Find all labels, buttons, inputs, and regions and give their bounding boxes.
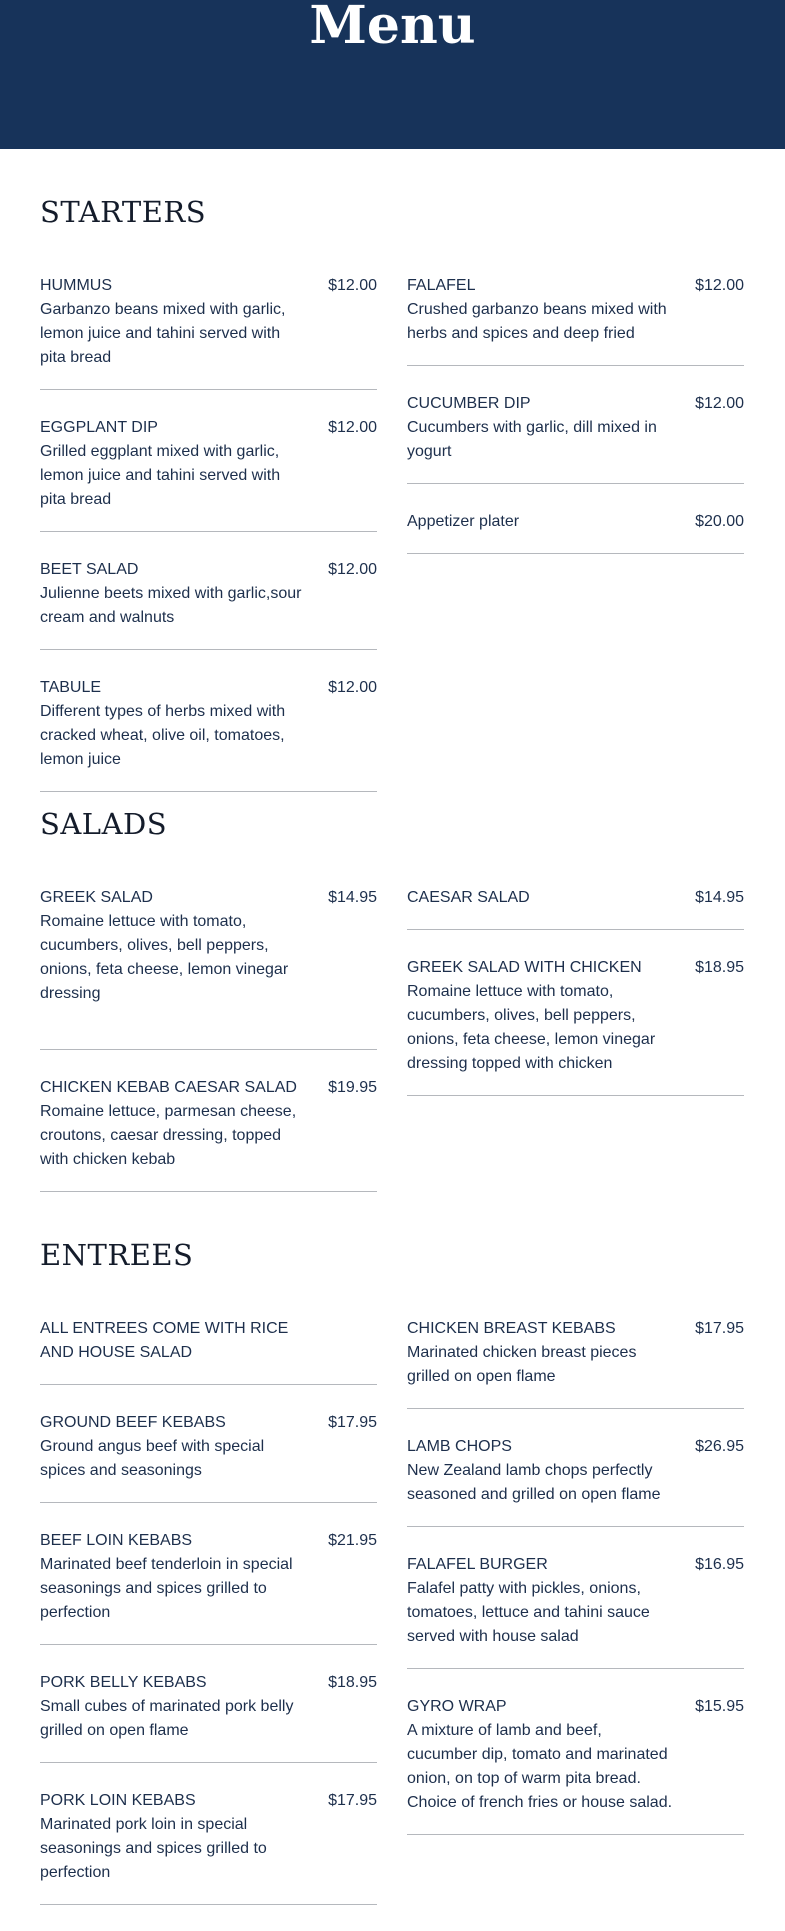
menu-item-price: $12.00 (695, 395, 744, 412)
menu-item (40, 1317, 377, 1385)
menu-item-description: Marinated beef tenderloin in special seasonings and spices grilled to perfection (40, 1556, 293, 1621)
menu-item (40, 1076, 377, 1192)
menu-item-name: PORK LOIN KEBABS (40, 1792, 196, 1809)
menu-item-name: TABULE (40, 679, 102, 696)
menu-item (40, 886, 377, 1050)
menu-item (40, 416, 377, 532)
menu-item-description: A mixture of lamb and beef, cucumber dip, tomato and marinated onion, on top of warm pita bread. Choice of french fries or house salad. (407, 1722, 673, 1811)
section-title: SALADS (40, 807, 168, 841)
menu-item-price: $19.95 (328, 1079, 377, 1096)
menu-item-name: CHICKEN KEBAB CAESAR SALAD (40, 1079, 297, 1096)
menu-item (407, 1435, 744, 1527)
menu-item-name: Appetizer plater (407, 513, 520, 530)
menu-item-description: Romaine lettuce with tomato, cucumbers, olives, bell peppers, onions, feta cheese, lemon vinegar dressing (40, 913, 289, 1002)
menu-item-name: CAESAR SALAD (407, 889, 530, 906)
menu-item-description: Different types of herbs mixed with cracked wheat, olive oil, tomatoes, lemon juice (40, 703, 286, 768)
menu-item-name: GYRO WRAP (407, 1698, 507, 1715)
menu-item (40, 676, 377, 792)
menu-item-name: FALAFEL (407, 277, 476, 294)
menu-item (407, 274, 744, 366)
menu-item-description: New Zealand lamb chops perfectly seasoned and grilled on open flame (407, 1462, 661, 1503)
menu-item-price: $12.00 (328, 419, 377, 436)
menu-item (407, 510, 744, 554)
menu-item-description: Romaine lettuce, parmesan cheese, croutons, caesar dressing, topped with chicken kebab (40, 1103, 297, 1168)
menu-header (0, 0, 785, 149)
menu-item-name: GROUND BEEF KEBABS (40, 1414, 226, 1431)
menu-item-price: $16.95 (695, 1556, 744, 1573)
menu-item-price: $14.95 (328, 889, 377, 906)
starters-right-column (407, 274, 744, 580)
menu-item-name: EGGPLANT DIP (40, 419, 158, 436)
menu-item-description: Grilled eggplant mixed with garlic, lemon juice and tahini served with pita bread (40, 443, 281, 508)
menu-item-description: Garbanzo beans mixed with garlic, lemon juice and tahini served with pita bread (40, 301, 286, 366)
menu-item-price: $17.95 (328, 1414, 377, 1431)
section-entrees (40, 1237, 745, 1881)
menu-item-name: GREEK SALAD (40, 889, 153, 906)
menu-item-price: $12.00 (328, 679, 377, 696)
menu-item-price: $12.00 (695, 277, 744, 294)
menu-item (40, 1529, 377, 1645)
menu-item-description: Romaine lettuce with tomato, cucumbers, olives, bell peppers, onions, feta cheese, lemon vinegar dressing topped with chicken (407, 983, 656, 1072)
menu-item-price: $12.00 (328, 277, 377, 294)
menu-item-price: $18.95 (328, 1674, 377, 1691)
page-title: Menu (309, 0, 476, 56)
menu-item (40, 1411, 377, 1503)
menu-item-price: $21.95 (328, 1532, 377, 1549)
menu-item-price: $18.95 (695, 959, 744, 976)
menu-item-description: Ground angus beef with special spices and seasonings (40, 1438, 265, 1479)
menu-item-price: $12.00 (328, 561, 377, 578)
menu-item-name: ALL ENTREES COME WITH RICE AND HOUSE SALAD (40, 1320, 289, 1361)
menu-item (407, 392, 744, 484)
menu-item-price: $17.95 (695, 1320, 744, 1337)
menu-item (40, 1789, 377, 1905)
menu-item-name: CHICKEN BREAST KEBABS (407, 1320, 616, 1337)
salads-left-column (40, 886, 377, 1218)
menu-item-description: Crushed garbanzo beans mixed with herbs and spices and deep fried (407, 301, 667, 342)
menu-item-price: $15.95 (695, 1698, 744, 1715)
menu-item-description: Julienne beets mixed with garlic,sour cream and walnuts (40, 585, 302, 626)
menu-item-description: Small cubes of marinated pork belly grilled on open flame (40, 1698, 294, 1739)
menu-item (407, 886, 744, 930)
entrees-right-column (407, 1317, 744, 1861)
menu-item-name: GREEK SALAD WITH CHICKEN (407, 959, 642, 976)
salads-right-column (407, 886, 744, 1122)
menu-item (40, 1671, 377, 1763)
entrees-left-column (40, 1317, 377, 1931)
menu-item-description: Cucumbers with garlic, dill mixed in yogurt (407, 419, 657, 460)
section-starters (40, 194, 745, 768)
menu-item-price: $26.95 (695, 1438, 744, 1455)
menu-item-price: $14.95 (695, 889, 744, 906)
menu-item-name: HUMMUS (40, 277, 112, 294)
section-salads (40, 806, 745, 1168)
section-title: ENTREES (40, 1238, 194, 1272)
menu-item-description: Falafel patty with pickles, onions, tomatoes, lettuce and tahini sauce served with house salad (407, 1580, 650, 1645)
menu-item-price: $20.00 (695, 513, 744, 530)
menu-item-description: Marinated chicken breast pieces grilled on open flame (407, 1344, 637, 1385)
menu-item-name: BEET SALAD (40, 561, 139, 578)
menu-item-name: BEEF LOIN KEBABS (40, 1532, 193, 1549)
starters-left-column (40, 274, 377, 818)
menu-item (407, 1317, 744, 1409)
menu-item-name: CUCUMBER DIP (407, 395, 531, 412)
menu-item (407, 1695, 744, 1835)
menu-item-name: LAMB CHOPS (407, 1438, 512, 1455)
section-title: STARTERS (40, 195, 207, 229)
menu-item (40, 558, 377, 650)
menu-item-description: Marinated pork loin in special seasonings and spices grilled to perfection (40, 1816, 267, 1881)
menu-item-name: PORK BELLY KEBABS (40, 1674, 207, 1691)
menu-item-price: $17.95 (328, 1792, 377, 1809)
menu-item (407, 956, 744, 1096)
menu-item (407, 1553, 744, 1669)
menu-item (40, 274, 377, 390)
menu-item-name: FALAFEL BURGER (407, 1556, 548, 1573)
